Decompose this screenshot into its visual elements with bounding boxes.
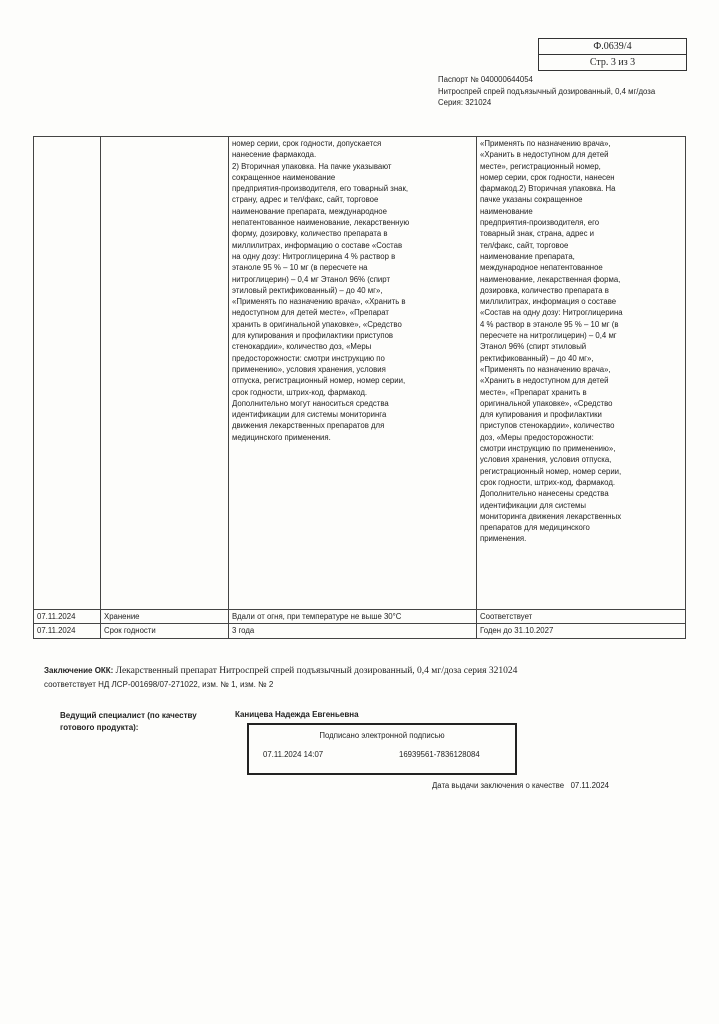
conclusion-compliance: соответствует НД ЛСР-001698/07-271022, изм. № 1, изм. № 2 — [44, 680, 274, 689]
row-parameter: Хранение — [101, 610, 229, 624]
table-row — [34, 137, 686, 610]
row-result: «Применять по назначению врача», «Хранить в недоступном для детей месте», регистрационный номер, номер серии, срок годности, нанесен фармакод.2) Вторичная упаковка. На пачке указаны сокращенное наименование предприятия-производителя, его товарный знак, страна, адрес и тел/факс, сайт, торговое наименование препарата, международное непатентованное наименование, лекарственная форма, дозировка, количество препарата в миллилитрах, информация о составе «Состав на одну дозу: Нитроглицерина 4 % раствор в этаноле 95 % – 10 мг (в пересчете на нитроглицерин) – 0,4 мг Этанол 96% (спирт этиловый ректификованный) – до 40 мг», «Применять по назначению врача», «Хранить в недоступном для детей месте», «Препарат хранить в оригинальной упаковке», «Средство для купирования и профилактики приступов стенокардии», количество доз, «Меры предосторожности: смотри инструкцию по применению», условия хранения, условия отпуска, регистрационный номер, номер серии, срок годности, штрих-код, фармакод. Дополнительно нанесены средства идентификации для системы мониторинга движения лекарственных препаратов для медицинского применения. — [477, 137, 686, 610]
passport-number: Паспорт № 040000644054 — [438, 75, 533, 84]
conclusion-text: Лекарственный препарат Нитроспрей спрей подъязычный дозированный, 0,4 мг/доза серия 321024 — [115, 666, 518, 676]
passport-header — [438, 74, 668, 109]
conclusion — [44, 664, 664, 691]
row-parameter — [101, 137, 229, 610]
issue-label: Дата выдачи заключения о качестве — [432, 781, 565, 790]
row-result: Годен до 31.10.2027 — [477, 624, 686, 638]
signature-stamp — [247, 723, 517, 775]
conclusion-label: Заключение ОКК: — [44, 666, 114, 675]
table-row — [34, 624, 686, 638]
page-number: Стр. 3 из 3 — [539, 54, 686, 70]
row-date: 07.11.2024 — [34, 610, 101, 624]
specialist-label: Ведущий специалист (по качеству готового продукта): — [60, 711, 197, 732]
row-result: Соответствует — [477, 610, 686, 624]
issue-date: 07.11.2024 — [570, 781, 610, 790]
row-norm: номер серии, срок годности, допускается нанесение фармакода. 2) Вторичная упаковка. На пачке указывают сокращенное наименование предприятия-производителя, его товарный знак, страну, адрес и тел/факс, сайт, торговое наименование препарата, международное непатентованное наименование, лекарственную форму, дозировку, количество препарата в миллилитрах, информацию о составе «Состав на одну дозу: Нитроглицерина 4 % раствор в этаноле 95 % – 10 мг (в пересчете на нитроглицерин) – 0,4 мг Этанол 96% (спирт этиловый ректификованный) – до 40 мг», «Применять по назначению врача», «Хранить в недоступном для детей месте», «Препарат хранить в оригинальной упаковке», «Средство для купирования и профилактики приступов стенокардии», количество доз, «Меры предосторожности: смотри инструкцию по применению», условия хранения, условия отпуска, регистрационный номер, номер серии, срок годности, штрих-код, фармакод. Дополнительно могут наноситься средства идентификации для системы мониторинга движения лекарственных препаратов для медицинского применения. — [229, 137, 477, 610]
row-norm: Вдали от огня, при температуре не выше 30°С — [229, 610, 477, 624]
issue-date-line — [432, 781, 609, 790]
row-norm: 3 года — [229, 624, 477, 638]
row-date — [34, 137, 101, 610]
form-code: Ф.0639/4 — [593, 41, 632, 52]
quality-table — [33, 136, 686, 639]
passport-series: Серия: 321024 — [438, 98, 492, 107]
table-row — [34, 610, 686, 624]
row-parameter: Срок годности — [101, 624, 229, 638]
form-code-box — [538, 38, 687, 71]
signature-title: Подписано электронной подписью — [319, 731, 445, 740]
specialist-name: Каницева Надежда Евгеньевна — [235, 710, 359, 719]
signature-code: 16939561-7836128084 — [399, 750, 480, 759]
row-date: 07.11.2024 — [34, 624, 101, 638]
signature-datetime: 07.11.2024 14:07 — [263, 750, 324, 759]
passport-product: Нитроспрей спрей подъязычный дозированный, 0,4 мг/доза — [438, 86, 656, 96]
